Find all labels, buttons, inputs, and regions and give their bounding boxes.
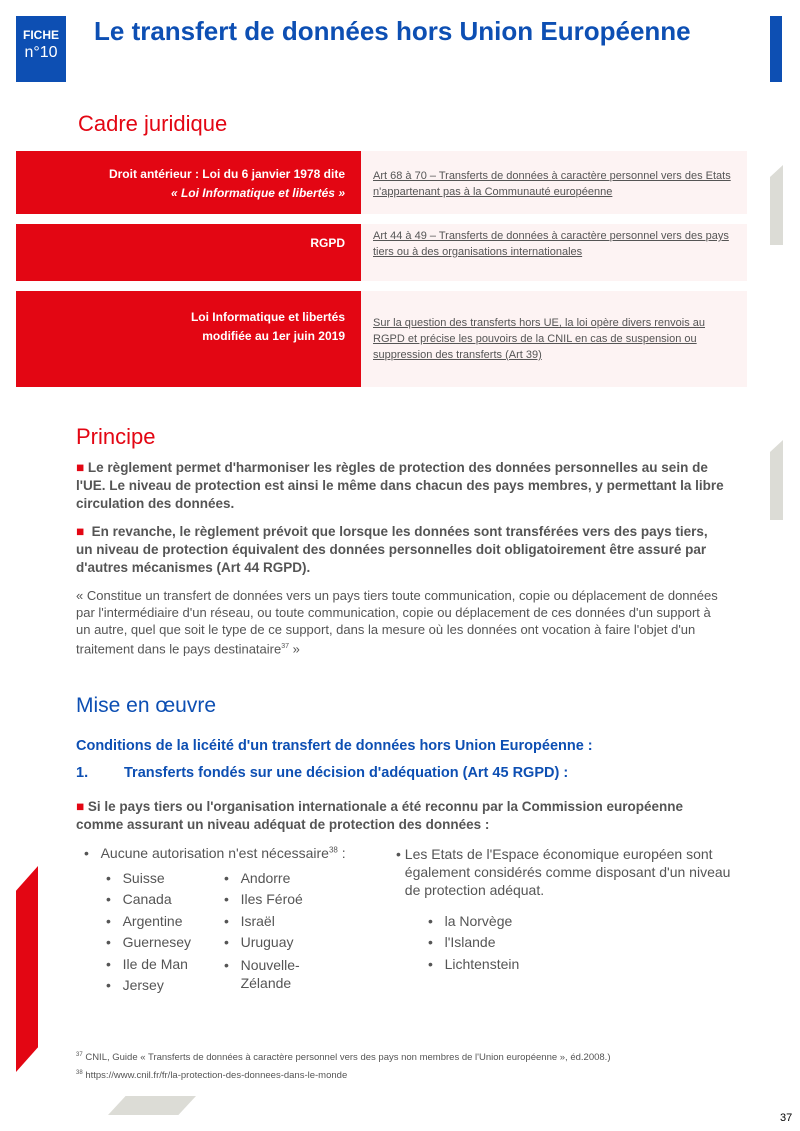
list-item: • Canada: [106, 891, 172, 908]
list-item: • l'Islande: [428, 934, 496, 951]
list-item: • Uruguay: [224, 934, 294, 951]
decorative-shape: [770, 165, 783, 245]
no-authorization-item: • Aucune autorisation n'est nécessaire$^{38}$ :: [84, 845, 346, 861]
list-item: • Jersey: [106, 976, 164, 993]
fiche-label: FICHE: [23, 28, 59, 42]
country-list-3: [428, 913, 519, 977]
list-item: • Guernesey: [106, 934, 192, 951]
decorative-shape: [770, 440, 783, 520]
list-item: • Argentine: [106, 912, 183, 929]
list-item: • Israël: [224, 912, 275, 929]
mise-paragraph: [76, 798, 726, 834]
quote-text: « Constitue un transfert de données vers un pays tiers toute communication, copie ou déplacement de données par l'intermédiaire d'un réseau, ou toute communication, copie ou déplacement de ces données d'un support à un autre, quel que soit le type de ce support, dans la mesure où les données ont vocation à faire l'objet d'un traitement dans le pays destinataire: [76, 588, 718, 657]
fiche-number: n°10: [24, 44, 58, 61]
paragraph-text: En revanche, le règlement prévoit que lorsque les données sont transférées vers des pays tiers, un niveau de protection équivalent des données personnelles doit obligatoirement être assuré par d'autres mécanismes (Art 44 RGPD).: [76, 524, 708, 575]
row-label: Droit antérieur : Loi du 6 janvier 1978 dite: [108, 167, 345, 181]
country: Nouvelle-Zélande: [240, 956, 300, 991]
country: Uruguay: [240, 934, 294, 951]
fiche-badge: [16, 16, 66, 82]
header-accent-bar: [770, 16, 782, 82]
eee-item: • Les Etats de l'Espace économique européen sont également considérés comme disposant d'un niveau de protection adéquat.: [396, 845, 736, 899]
country: Canada: [122, 891, 172, 908]
footnote-ref: 38: [328, 845, 338, 855]
cadre-heading: Cadre juridique: [78, 111, 228, 136]
footnote: [76, 1070, 347, 1081]
list-item: • la Norvège: [428, 913, 513, 929]
page-title: Le transfert de données hors Union Européenne: [94, 16, 691, 46]
list-item: • Ile de Man: [106, 955, 188, 972]
country: Lichtenstein: [444, 955, 520, 972]
row-label-2: modifiée au 1er juin 2019: [202, 329, 345, 343]
item-text: Les Etats de l'Espace économique européen sont également considérés comme disposant d'un niveau de protection adéquat.: [404, 846, 731, 898]
square-bullet-icon: ■: [76, 799, 85, 814]
article-link[interactable]: Sur la question des transferts hors UE, la loi opère divers renvois au RGPD et précise les pouvoirs de la CNIL en cas de suspension ou suppression des transferts (Art 39): [373, 317, 705, 361]
square-bullet-icon: ■: [76, 460, 85, 475]
country: la Norvège: [444, 913, 513, 929]
footnote-number: 38: [76, 1070, 83, 1076]
item-text: Aucune autorisation n'est nécessaire: [100, 845, 329, 861]
page-number: 37: [780, 1112, 793, 1124]
footnote-link[interactable]: https://www.cnil.fr/fr/la-protection-des-donnees-dans-le-monde: [85, 1070, 348, 1082]
country: Jersey: [122, 976, 164, 993]
list-item: • Nouvelle-Zélande: [224, 956, 314, 992]
footnote-number: 37: [76, 1052, 83, 1058]
cadre-row: [16, 151, 747, 214]
cadre-row: [16, 224, 747, 281]
country: Suisse: [122, 870, 165, 886]
list-item: • Andorre: [224, 870, 291, 886]
footnote-text: CNIL, Guide « Transferts de données à caractère personnel vers des pays non membres de l'Union européenne », éd.2008.): [85, 1052, 611, 1064]
principe-paragraph-1: [76, 459, 726, 513]
square-bullet-icon: ■: [76, 524, 85, 539]
paragraph-text: Le règlement permet d'harmoniser les règles de protection des données personnelles au sein de l'UE. Le niveau de protection est ainsi le même dans chacun des pays membres, y permettant la libre circulation des données.: [76, 460, 724, 511]
row-label: Loi Informatique et libertés: [190, 310, 345, 324]
principe-quote: [76, 587, 726, 657]
principe-paragraph-2: [76, 523, 726, 577]
list-item: • Iles Féroé: [224, 891, 303, 908]
country-list-1: [106, 870, 191, 998]
country-list-2: [224, 870, 314, 992]
footnote: [76, 1052, 610, 1063]
colon: :: [337, 845, 346, 861]
item-text: Transferts fondés sur une décision d'adéquation (Art 45 RGPD) :: [124, 765, 569, 781]
country: Guernesey: [122, 934, 192, 951]
numbered-item-1: [76, 765, 569, 781]
row-label-2: « Loi Informatique et libertés »: [170, 186, 345, 200]
country: Ile de Man: [122, 955, 188, 972]
item-number: 1.: [76, 765, 89, 781]
decorative-red-shape: [16, 866, 38, 1072]
principe-heading: Principe: [76, 424, 156, 449]
article-link[interactable]: Art 68 à 70 – Transferts de données à caractère personnel vers des Etats n'appartenant pas à la Communauté européenne: [373, 170, 731, 198]
country: Israël: [240, 912, 275, 929]
cadre-row: [16, 291, 747, 387]
list-item: • Lichtenstein: [428, 955, 520, 972]
article-link[interactable]: Art 44 à 49 – Transferts de données à caractère personnel vers des pays tiers ou à des organisations internationales: [373, 230, 729, 258]
country: Argentine: [122, 912, 183, 929]
mise-heading: Mise en œuvre: [76, 694, 217, 717]
paragraph-text: Si le pays tiers ou l'organisation internationale a été reconnu par la Commission européenne comme assurant un niveau adéquat de protection des données :: [76, 799, 684, 832]
decorative-shape: [108, 1096, 196, 1115]
list-item: • Suisse: [106, 870, 165, 886]
row-label: RGPD: [310, 236, 345, 250]
conditions-heading: Conditions de la licéité d'un transfert de données hors Union Européenne :: [76, 738, 593, 754]
country: Iles Féroé: [240, 891, 303, 908]
quote-end: »: [289, 641, 300, 657]
country: Andorre: [240, 870, 291, 886]
footnote-ref: 37: [281, 643, 290, 650]
country: l'Islande: [444, 934, 496, 951]
